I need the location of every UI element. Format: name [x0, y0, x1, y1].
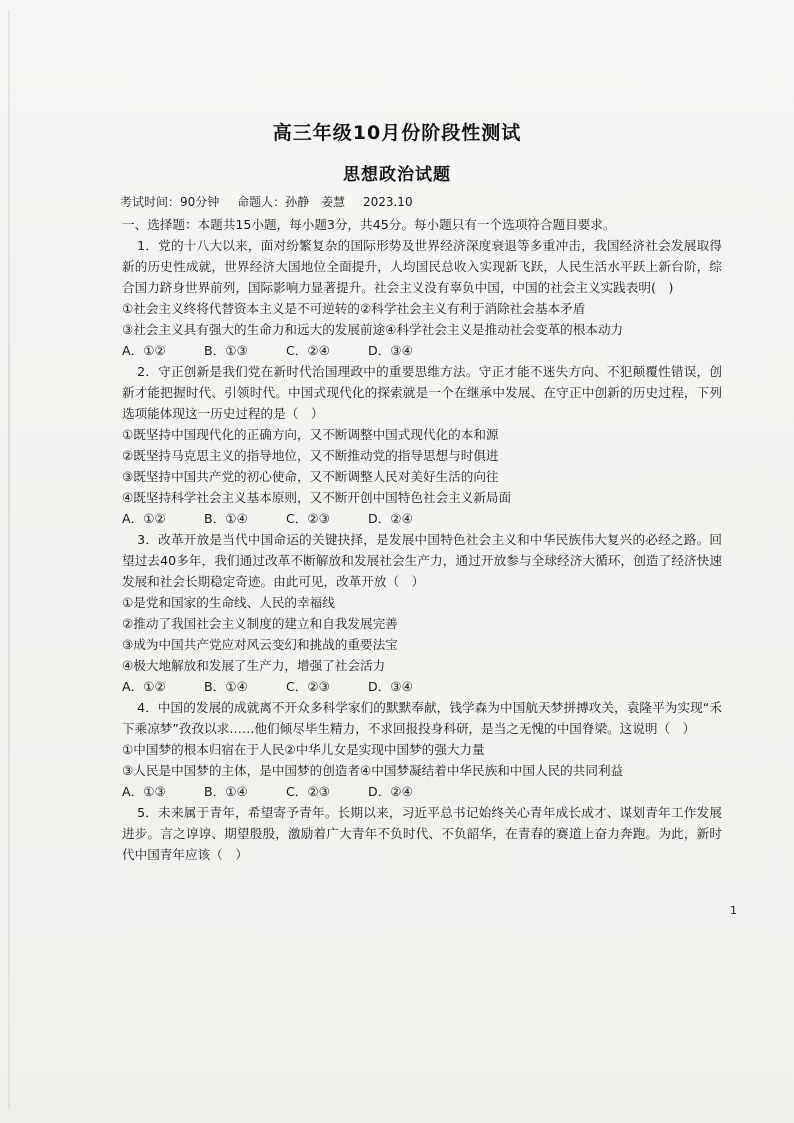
exam-date: 2023.10 — [362, 195, 413, 209]
exam-authors: 命题人：孙静 姜慧 — [237, 195, 346, 209]
question-3-option-line: ①是党和国家的生命线、人民的幸福线 — [122, 595, 335, 610]
answer-choice: B．①④ — [204, 679, 248, 694]
answer-choice: D．②④ — [368, 784, 413, 799]
answer-choice: B．①④ — [204, 511, 248, 526]
answer-choice: A．①② — [122, 511, 166, 526]
question-4-option-line: ③人民是中国梦的主体，是中国梦的创造者④中国梦凝结着中华民族和中国人民的共同利益 — [122, 763, 624, 778]
exam-time: 考试时间：90分钟 — [120, 195, 220, 209]
answer-choice: D．②④ — [368, 511, 413, 526]
exam-subtitle: 思想政治试题 — [343, 165, 451, 185]
question-1-answers — [122, 340, 722, 361]
answer-choice: C．②③ — [286, 511, 330, 526]
answer-choice: C．②④ — [286, 343, 330, 358]
question-5-stem: 5．未来属于青年，希望寄予青年。长期以来，习近平总书记始终关心青年成长成才、谋划青年工作发展进步。言之谆谆、期望殷殷，激励着广大青年不负时代、不负韶华，在青春的赛道上奋力奔跑。为此，新时代中国青年应该（ ） — [122, 805, 722, 862]
question-1-stem: 1．党的十八大以来，面对纷繁复杂的国际形势及世界经济深度衰退等多重冲击，我国经济社会发展取得新的历史性成就，世界经济大国地位全面提升，人均国民总收入实现新飞跃，人民生活水平跃上新台阶，综合国力跻身世界前列，国际影响力显著提升。社会主义没有辜负中国，中国的社会主义实践表明( ) — [122, 238, 722, 295]
answer-choice: D．③④ — [368, 679, 413, 694]
question-4-option-line: ①中国梦的根本归宿在于人民②中华儿女是实现中国梦的强大力量 — [122, 742, 485, 757]
answer-choice: C．②③ — [286, 784, 330, 799]
question-2-option-line: ④既坚持科学社会主义基本原则，又不断开创中国特色社会主义新局面 — [122, 490, 512, 505]
question-2-stem: 2．守正创新是我们党在新时代治国理政中的重要思维方法。守正才能不迷失方向、不犯颠覆性错误，创新才能把握时代、引领时代。中国式现代化的探索就是一个在继承中发展、在守正中创新的历史过程，下列选项能体现这一历史过程的是（ ） — [122, 364, 722, 421]
question-3-answers — [122, 676, 722, 697]
question-2-option-line: ①既坚持中国现代化的正确方向，又不断调整中国式现代化的本和源 — [122, 427, 499, 442]
page-number: 1 — [730, 904, 737, 917]
answer-choice: C．②③ — [286, 679, 330, 694]
question-2-option-line: ②既坚持马克思主义的指导地位，又不断推动党的指导思想与时俱进 — [122, 448, 499, 463]
exam-meta — [120, 193, 427, 210]
question-4-stem: 4．中国的发展的成就离不开众多科学家们的默默奉献，钱学森为中国航天梦拼搏攻关，袁隆平为实现“禾下乘凉梦”孜孜以求……他们倾尽毕生精力，不求回报投身科研，是当之无愧的中国脊梁。这说明（ ） — [122, 700, 722, 736]
question-3-option-line: ②推动了我国社会主义制度的建立和自我发展完善 — [122, 616, 398, 631]
question-4-answers — [122, 781, 722, 802]
exam-content — [122, 214, 722, 865]
answer-choice: D．③④ — [368, 343, 413, 358]
answer-choice: B．①③ — [204, 343, 248, 358]
section-heading: 一、选择题：本题共15小题，每小题3分，共45分。每小题只有一个选项符合题目要求。 — [122, 217, 616, 232]
question-3-option-line: ④极大地解放和发展了生产力，增强了社会活力 — [122, 658, 386, 673]
answer-choice: A．①② — [122, 343, 166, 358]
question-2-option-line: ③既坚持中国共产党的初心使命，又不断调整人民对美好生活的向往 — [122, 469, 499, 484]
question-1-option-line: ①社会主义终将代替资本主义是不可逆转的②科学社会主义有利于消除社会基本矛盾 — [122, 301, 586, 316]
question-3-stem: 3．改革开放是当代中国命运的关键抉择，是发展中国特色社会主义和中华民族伟大复兴的必经之路。回望过去40多年，我们通过改革不断解放和发展社会生产力，通过开放参与全球经济大循环，创造了经济快速发展和社会长期稳定奇迹。由此可见，改革开放（ ） — [122, 532, 722, 589]
exam-title: 高三年级10月份阶段性测试 — [272, 122, 522, 144]
answer-choice: B．①④ — [204, 784, 248, 799]
answer-choice: A．①② — [122, 679, 166, 694]
question-1-option-line: ③社会主义具有强大的生命力和远大的发展前途④科学社会主义是推动社会变革的根本动力 — [122, 322, 624, 337]
question-2-answers — [122, 508, 722, 529]
question-3-option-line: ③成为中国共产党应对风云变幻和挑战的重要法宝 — [122, 637, 398, 652]
answer-choice: A．①③ — [122, 784, 166, 799]
